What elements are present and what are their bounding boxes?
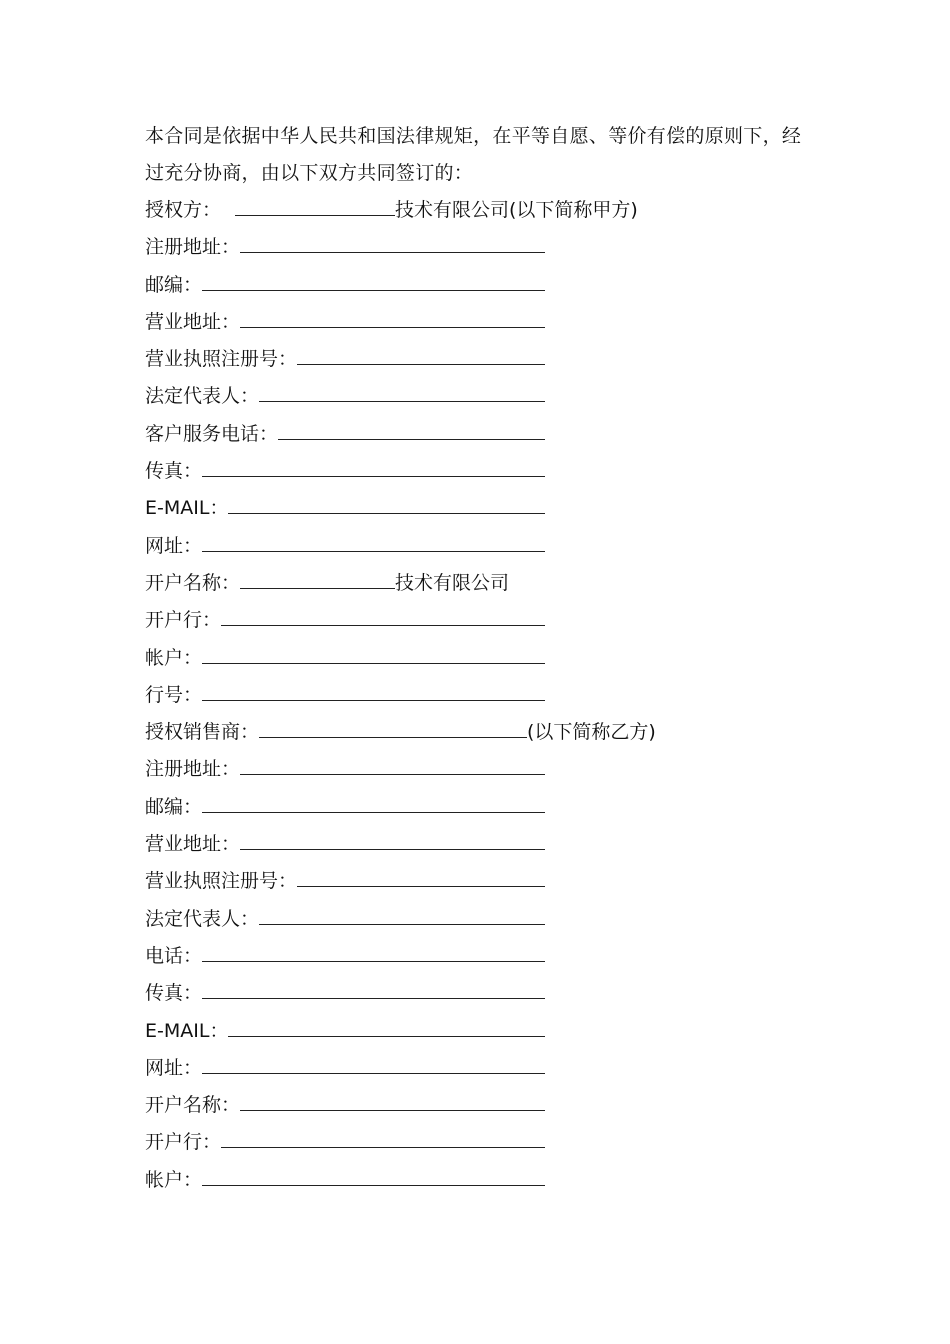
field-label: 营业地址： (145, 833, 241, 856)
field-row (145, 677, 815, 714)
field-blank[interactable] (202, 1165, 545, 1186)
party-a-account-name-label: 开户名称： (145, 571, 241, 594)
field-blank[interactable] (202, 643, 545, 664)
field-label: 注册地址： (145, 236, 241, 259)
party-a-fields (145, 229, 815, 565)
field-label: 邮编： (145, 273, 203, 296)
field-blank[interactable] (297, 344, 545, 365)
field-label: E-MAIL： (145, 1019, 229, 1042)
party-b-suffix: (以下简称乙方) (527, 721, 656, 744)
field-row (145, 975, 815, 1012)
field-label: 邮编： (145, 795, 203, 818)
party-a-account-name-suffix: 技术有限公司 (395, 571, 510, 594)
field-row (145, 863, 815, 900)
field-blank[interactable] (202, 680, 545, 701)
field-row (145, 1050, 815, 1087)
party-b-row (145, 714, 815, 751)
field-row (145, 751, 815, 788)
field-row (145, 229, 815, 266)
field-label: 营业执照注册号： (145, 870, 298, 893)
field-blank[interactable] (202, 456, 545, 477)
field-row (145, 378, 815, 415)
field-label: 传真： (145, 982, 203, 1005)
field-row (145, 789, 815, 826)
party-b-fields (145, 751, 815, 1199)
field-blank[interactable] (240, 829, 545, 850)
field-row (145, 901, 815, 938)
field-blank[interactable] (240, 1090, 545, 1111)
field-label: E-MAIL： (145, 497, 229, 520)
field-row (145, 938, 815, 975)
field-row (145, 640, 815, 677)
field-blank[interactable] (259, 904, 545, 925)
field-blank[interactable] (202, 792, 545, 813)
party-a-account-name-blank[interactable] (240, 568, 395, 589)
field-label: 帐户： (145, 646, 203, 669)
field-row (145, 490, 815, 527)
field-blank[interactable] (202, 978, 545, 999)
field-row (145, 602, 815, 639)
field-label: 客户服务电话： (145, 422, 279, 445)
field-blank[interactable] (202, 1053, 545, 1074)
party-a-account-name-row (145, 565, 815, 602)
field-blank[interactable] (240, 232, 545, 253)
field-blank[interactable] (202, 941, 545, 962)
party-a-bank-fields (145, 602, 815, 714)
intro-paragraph: 本合同是依据中华人民共和国法律规矩，在平等自愿、等价有偿的原则下，经过充分协商，由以下双方共同签订的： (145, 125, 802, 184)
field-label: 传真： (145, 460, 203, 483)
party-b-name-blank[interactable] (259, 717, 527, 738)
field-label: 开户行： (145, 609, 222, 632)
field-blank[interactable] (228, 493, 545, 514)
field-label: 网址： (145, 534, 203, 557)
field-label: 营业地址： (145, 310, 241, 333)
field-row (145, 416, 815, 453)
field-blank[interactable] (240, 754, 545, 775)
party-a-row (145, 192, 815, 229)
field-blank[interactable] (221, 605, 545, 626)
field-blank[interactable] (202, 531, 545, 552)
field-blank[interactable] (228, 1016, 545, 1037)
party-a-label: 授权方： (145, 199, 222, 221)
field-row (145, 826, 815, 863)
field-row (145, 341, 815, 378)
field-row (145, 453, 815, 490)
party-b-label: 授权销售商： (145, 721, 260, 744)
field-row (145, 528, 815, 565)
field-label: 行号： (145, 683, 203, 706)
field-label: 帐户： (145, 1168, 203, 1191)
field-blank[interactable] (297, 866, 545, 887)
field-label: 网址： (145, 1056, 203, 1079)
field-row (145, 1013, 815, 1050)
field-blank[interactable] (240, 307, 545, 328)
field-row (145, 304, 815, 341)
field-label: 营业执照注册号： (145, 348, 298, 371)
party-a-suffix: 技术有限公司(以下简称甲方) (395, 199, 638, 221)
field-blank[interactable] (259, 381, 545, 402)
field-label: 电话： (145, 944, 203, 967)
field-blank[interactable] (202, 270, 545, 291)
contract-content (145, 118, 815, 1199)
field-label: 开户行： (145, 1131, 222, 1154)
field-label: 法定代表人： (145, 385, 260, 408)
field-blank[interactable] (278, 419, 545, 440)
field-row (145, 1124, 815, 1161)
field-label: 法定代表人： (145, 907, 260, 930)
field-blank[interactable] (221, 1127, 545, 1148)
field-label: 开户名称： (145, 1094, 241, 1117)
field-row (145, 1087, 815, 1124)
field-row (145, 1162, 815, 1199)
field-label: 注册地址： (145, 758, 241, 781)
party-a-name-blank[interactable] (235, 195, 395, 216)
field-row (145, 267, 815, 304)
